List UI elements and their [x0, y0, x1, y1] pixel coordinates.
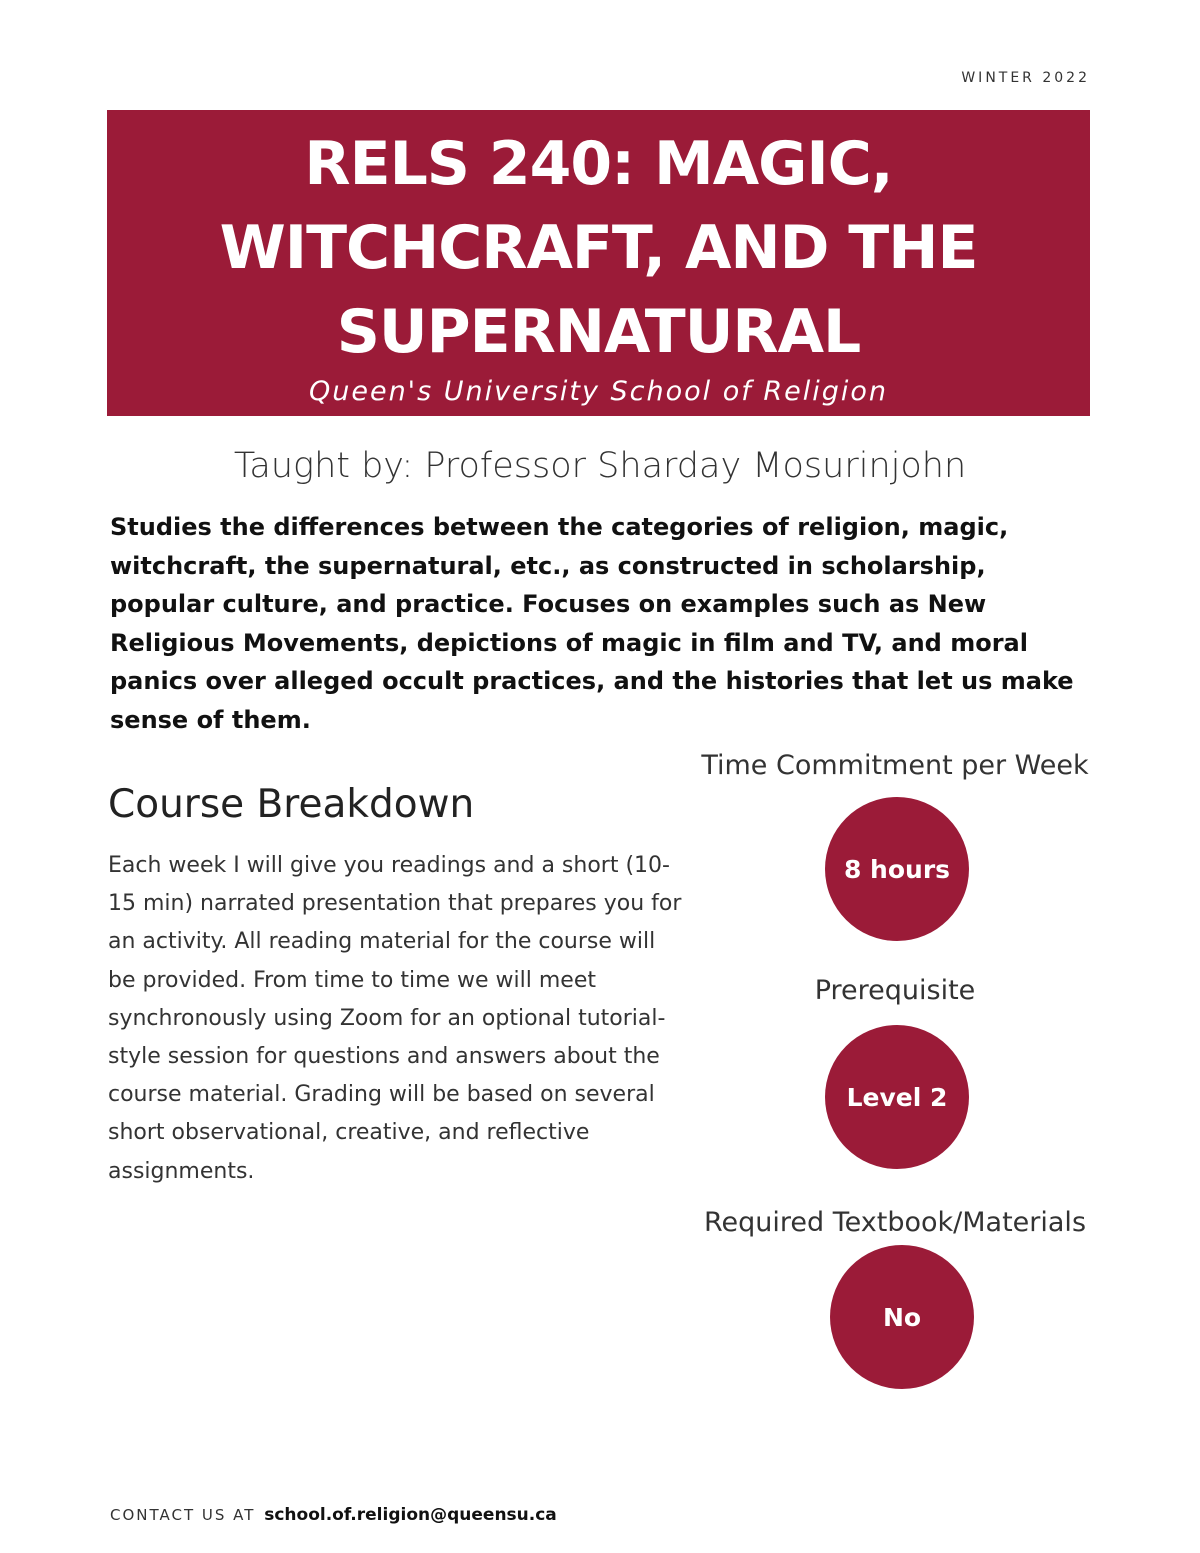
time-commitment-label: Time Commitment per Week: [701, 750, 1089, 781]
time-commitment-value: 8 hours: [843, 854, 951, 884]
term-label: WINTER 2022: [961, 70, 1090, 86]
contact-footer: [110, 1505, 557, 1525]
textbook-label: Required Textbook/Materials: [703, 1207, 1087, 1238]
course-title: RELS 240: MAGIC, WITCHCRAFT, AND THE SUPERNATURAL: [219, 129, 978, 367]
title-banner: [107, 110, 1090, 416]
contact-email-link[interactable]: school.of.religion@queensu.ca: [264, 1505, 557, 1525]
time-commitment-badge: [825, 797, 969, 941]
textbook-badge: [830, 1245, 974, 1389]
prerequisite-badge: [825, 1025, 969, 1169]
course-breakdown-heading: Course Breakdown: [108, 782, 475, 827]
school-subtitle: Queen's University School of Religion: [308, 376, 889, 407]
instructor-line: Taught by: Professor Sharday Mosurinjohn: [233, 446, 967, 486]
prerequisite-value: Level 2: [846, 1082, 948, 1112]
textbook-value: No: [882, 1302, 922, 1332]
prerequisite-label: Prerequisite: [814, 975, 976, 1006]
contact-label: CONTACT US AT: [110, 1506, 256, 1524]
course-breakdown-body: Each week I will give you readings and a short (10-15 min) narrated presentation that prepares you for an activity. All reading material for the course will be provided. From time to time we will meet synchronously using Zoom for an optional tutorial-style session for questions and answers about the course material. Grading will be based on several short observational, creative, and reflective assignments.: [108, 853, 682, 1184]
course-description: Studies the differences between the categories of religion, magic, witchcraft, the supernatural, etc., as constructed in scholarship, popular culture, and practice. Focuses on examples such as New Religious Movements, depictions of magic in film and TV, and moral panics over alleged occult practices, and the histories that let us make sense of them.: [110, 513, 1074, 734]
